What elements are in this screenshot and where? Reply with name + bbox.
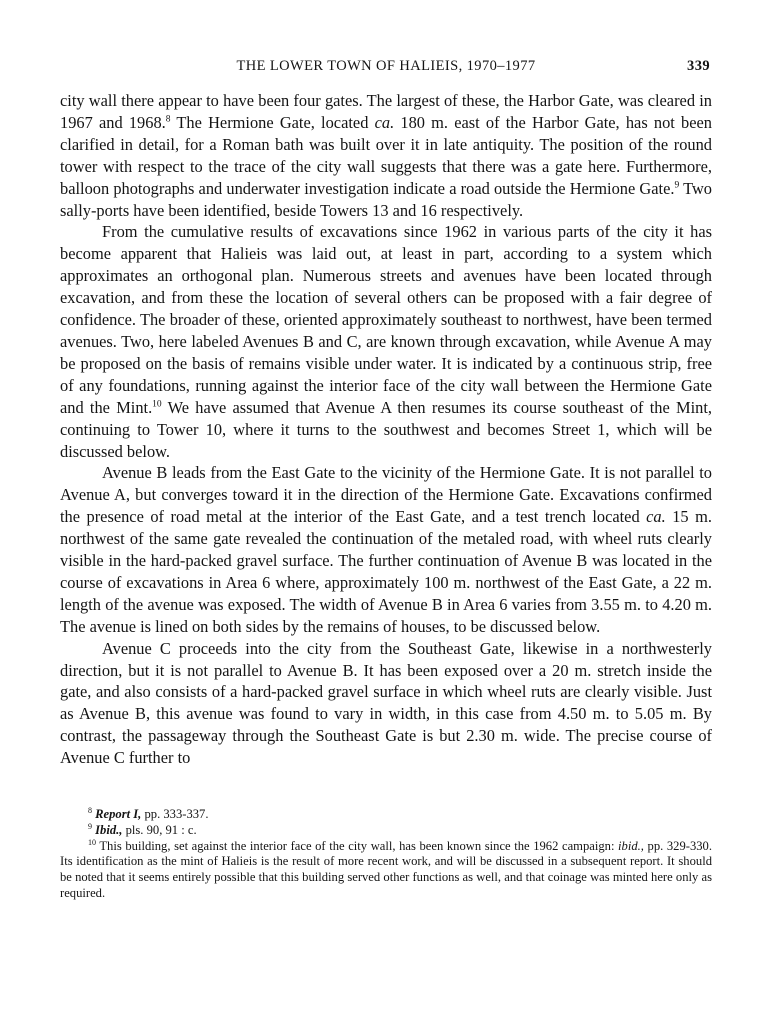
paragraph [60, 90, 712, 221]
paragraph [60, 221, 712, 462]
text-run: 180 m. east of the Harbor Gate, has not been clarified in detail, for a Roman bath was built over it in late antiquity. The position of the round tower with respect to the trace of the city wall suggests that there was a gate here. Furthermore, balloon photographs and underwater investigation indicate a road outside the Hermione Gate. [60, 112, 712, 198]
footnote [60, 807, 712, 823]
text-run: city wall there appear to have been four gates. The largest of these, the Harbor Gate, was cleared in 1967 and 1968. [60, 91, 712, 132]
text-run: Avenue B leads from the East Gate to the vicinity of the Hermione Gate. It is not parallel to Avenue A, but converges toward it in the direction of the Hermione Gate. Excavations confirmed the presence of road metal at the interior of the East Gate, and a test trench located [60, 463, 712, 527]
footnote-reference: 9 [674, 180, 680, 191]
text-run: Two sally-ports have been identified, beside Towers 13 and 16 respectively. [60, 178, 713, 220]
text-run: 15 m. northwest of the same gate revealed the continuation of the metaled road, with wheel ruts clearly visible in the hard-packed gravel surface. The further continuation of Avenue B was located in the course of excavations in Area 6 where, approximately 100 m. northwest of the East Gate, a 22 m. length of the avenue was exposed. The width of Avenue B in Area 6 varies from 3.55 m. to 4.20 m. The avenue is lined on both sides by the remains of houses, to be discussed below. [60, 507, 712, 636]
italic-text: ibid., [618, 838, 644, 853]
text-run: pp. 333-337. [141, 807, 209, 822]
text-run: From the cumulative results of excavations since 1962 in various parts of the city it has become apparent that Halieis was laid out, at least in part, according to a system which approximates an orthogonal plan. Numerous streets and avenues have been located through excavation, and from these the location of several others can be proposed with a fair degree of confidence. The broader of these, oriented approximately southeast to northwest, have been termed avenues. Two, here labeled Avenues B and C, are known through excavation, while Avenue A may be proposed on the basis of remains visible under water. It is indicated by a continuous strip, free of any foundations, running against the interior face of the city wall between the Hermione Gate and the Mint. [60, 222, 712, 417]
text-run: The Hermione Gate, located [170, 112, 375, 132]
running-title: THE LOWER TOWN OF HALIEIS, 1970–1977 [236, 58, 536, 74]
footnote [60, 839, 712, 902]
footnote-marker: 9 [88, 821, 92, 831]
running-header [60, 58, 712, 80]
body-text [60, 90, 712, 769]
italic-text: Report I, [92, 807, 142, 822]
italic-text: ca. [374, 112, 395, 132]
text-run: pls. 90, 91 : c. [122, 822, 197, 837]
footnote-reference: 8 [165, 114, 171, 125]
text-run: pp. 329-330. Its identification as the mint of Halieis is the result of more recent work, and will be discussed in a subsequent report. It should be noted that it seems entirely possible that this building served other functions as well, and that coinage was minted here only as required. [60, 838, 712, 900]
footnote [60, 823, 712, 839]
italic-text: Ibid., [92, 822, 123, 837]
paragraph [60, 638, 712, 769]
italic-text: ca. [646, 507, 666, 527]
paragraph [60, 462, 712, 637]
text-run: Avenue C proceeds into the city from the Southeast Gate, likewise in a northwesterly direction, but it is not parallel to Avenue B. It has been exposed over a 20 m. stretch inside the gate, and also consists of a hard-packed gravel surface in which wheel ruts are clearly visible. Just as Avenue B, this avenue was found to vary in width, in this case from 4.50 m. to 5.05 m. By contrast, the passageway through the Southeast Gate is but 2.30 m. wide. The precise course of Avenue C further to [60, 638, 712, 768]
page-number: 339 [687, 58, 710, 74]
footnote-marker: 8 [88, 805, 92, 815]
text-run: This building, set against the interior face of the city wall, has been known since the 1962 campaign: [96, 838, 619, 853]
page [60, 58, 712, 901]
footnote-marker: 10 [88, 837, 96, 847]
text-run: We have assumed that Avenue A then resumes its course southeast of the Mint, continuing to Tower 10, where it turns to the southwest and becomes Street 1, which will be discussed below. [60, 397, 712, 461]
footnote-reference: 10 [152, 399, 162, 410]
footnotes [60, 807, 712, 901]
